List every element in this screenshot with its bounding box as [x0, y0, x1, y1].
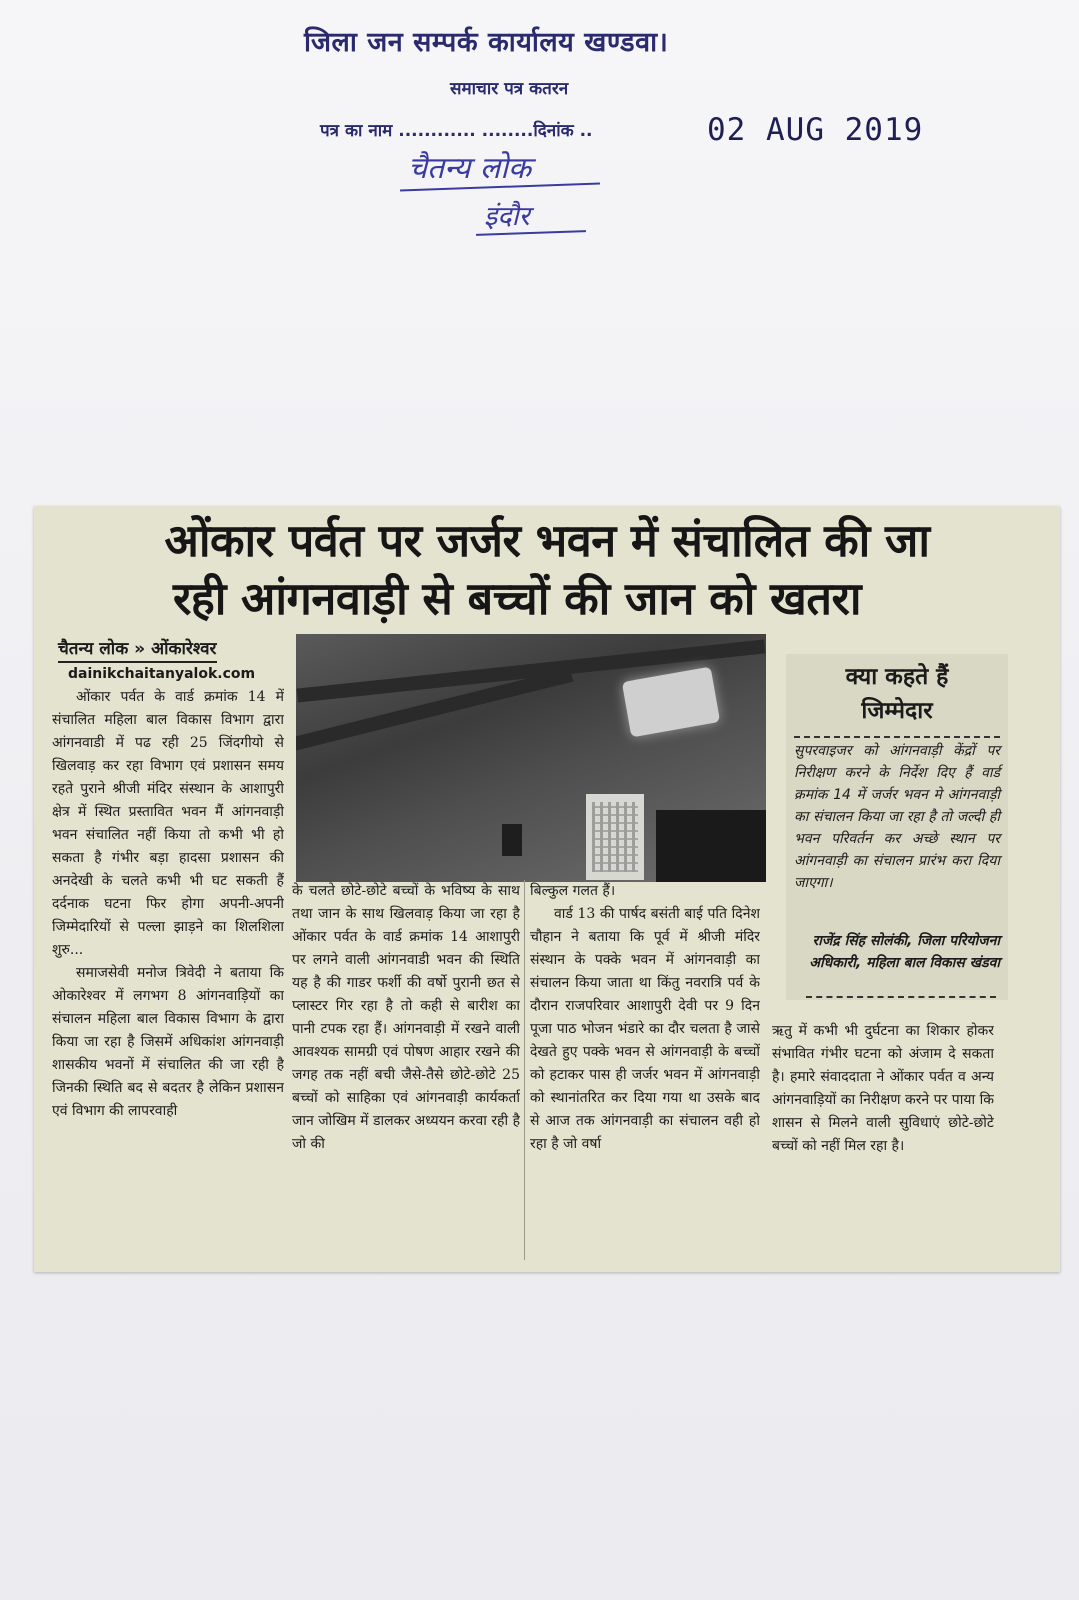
- article-photo: [296, 634, 766, 882]
- photo-wall-frame: [502, 824, 522, 856]
- paragraph: ओंकार पर्वत के वार्ड क्रमांक 14 में संचालित महिला बाल विकास विभाग द्वारा आंगनवाडी में पढ रही 25 जिंदगीयो से खिलवाड़ कर रहा विभाग एवं प्रशासन समय रहते पुराने श्रीजी मंदिर संस्थान के आशापुरी क्षेत्र में स्थित प्रस्तावित भवन मैं आंगनवाड़ी भवन संचालित नहीं किया तो कभी भी हो सकता है गंभीर बड़ा हादसा प्रशासन की अनदेखी के चलते कभी भी घट सकती हैं दर्दनाक घटना फिर होगा अपनी-अपनी जिम्मेदारियों से पल्ला झाड़ने का शिलशिला शुरु...: [52, 689, 284, 958]
- handwritten-newspaper-name: चैतन्य लोक: [408, 151, 532, 186]
- sidebar-box: [786, 654, 1008, 1000]
- sidebar-title-line-1: क्या कहते हैं: [845, 664, 949, 690]
- sidebar-title: [786, 660, 1008, 728]
- article-column-3: [530, 880, 760, 1260]
- column-divider: [524, 880, 525, 1260]
- stamp-section-name: समाचार पत्र कतरन: [450, 79, 569, 99]
- article-column-1: [52, 686, 284, 1266]
- article-column-4: [772, 1020, 994, 1226]
- article-website: dainikchaitanyalok.com: [68, 666, 256, 682]
- paragraph: के चलते छोटे-छोटे बच्चों के भविष्य के साथ तथा जान के साथ खिलवाड़ किया जा रहा है ओंकार पर्वत के वार्ड क्रमांक 14 आशापुरी पर लगने वाली आंगनवाडी भवन की स्थिति यह है की गाडर फर्शी की वर्षो पुरानी छत से प्लास्टर गिर रहा है तो कही से बारीश का पानी टपक रहा हैं। आंगनवाड़ी में रखने वाली आवश्यक सामग्री एवं पोषण आहार रखने की जगह तक नहीं बची जैसे-तैसे छोटे-छोटे 25 बच्चों को साहिका एवं आंगनवाड़ी कार्यकर्ता जान जोखिम में डालकर अध्ययन करवा रही है जो की: [292, 883, 520, 1152]
- stamp-newspaper-field: पत्र का नाम ............ ........दिनांक ..: [320, 121, 593, 141]
- paragraph: ऋतु में कभी भी दुर्घटना का शिकार होकर संभावित गंभीर घटना को अंजाम दे सकता है। हमारे संवाददाता ने ओंकार पर्वत व अन्य आंगनवाड़ियों का निरीक्षण करने पर पाया कि शासन से मिलने वाली सुविधाएं छोटे-छोटे बच्चों को नहीं मिल रहा है।: [772, 1023, 994, 1154]
- article-headline: [34, 512, 1060, 628]
- photo-ceiling-fixture: [622, 667, 720, 738]
- sidebar-divider: [794, 736, 1000, 738]
- paragraph: वार्ड 13 की पार्षद बसंती बाई पति दिनेश चौहान ने बताया कि पूर्व में श्रीजी मंदिर संस्थान के पक्के भवन में आंगनवाड़ी का संचालन किया जाता था किंतु नवरात्रि पर्व के दौरान राजपरिवार आशापुरी देवी पर 9 दिन पूजा पाठ भोजन भंडारे का दौर चलता है जासे देखते हुए पक्के भवन से आंगनवाड़ी के बच्चों को हटाकर पास ही जर्जर भवन में आंगनवाड़ी को स्थानांतरित कर दिया गया था उसके बाद से आज तक आंगनवाड़ी का संचालन वही हो रहा है जो वर्षा: [530, 906, 760, 1152]
- sidebar-divider: [806, 996, 996, 998]
- paragraph: समाजसेवी मनोज त्रिवेदी ने बताया कि ओकारेश्वर में लगभग 8 आंगनवाड़ियों का संचालन महिला बाल विकास विभाग के द्वारा किया जा रहा है जिसमें अधिकांश आंगनवाड़ी शासकीय भवनों में संचालित की जा रही है जिनकी स्थिति बद से बदतर है लेकिन प्रशासन एवं विभाग की लापरवाही: [52, 965, 284, 1119]
- article-byline: चैतन्य लोक » ओंकारेश्वर: [58, 636, 217, 663]
- photo-doorway: [656, 810, 766, 882]
- article-column-2: [292, 880, 520, 1260]
- headline-line-1: ओंकार पर्वत पर जर्जर भवन में संचालित की जा: [164, 514, 930, 567]
- paragraph: बिल्कुल गलत हैं।: [530, 883, 616, 899]
- stamp-date: 02 AUG 2019: [707, 112, 924, 148]
- stamp-office-name: जिला जन सम्पर्क कार्यालय खण्डवा।: [304, 27, 669, 58]
- newspaper-clipping: [34, 506, 1060, 1272]
- handwritten-city: इंदौर: [484, 201, 530, 232]
- sidebar-signature: राजेंद्र सिंह सोलंकी, जिला परियोजना अधिकारी, महिला बाल विकास खंडवा: [809, 933, 1000, 971]
- sidebar-quote: सुपरवाइजर को आंगनवाड़ी केंद्रों पर निरीक्षण करने के निर्देश दिए हैं वार्ड क्रमांक 14 में जर्जर भवन मे आंगनवाड़ी का संचालन किया जा रहा है तो जल्दी ही भवन परिवर्तन कर अच्छे स्थान पर आंगनवाड़ी का संचालन प्रारंभ करा दिया जाएगा।: [794, 743, 1000, 891]
- photo-wall-chart: [586, 794, 644, 880]
- sidebar-title-line-2: जिम्मेदार: [861, 698, 933, 724]
- headline-line-2: रही आंगनवाड़ी से बच्चों की जान को खतरा: [172, 572, 862, 625]
